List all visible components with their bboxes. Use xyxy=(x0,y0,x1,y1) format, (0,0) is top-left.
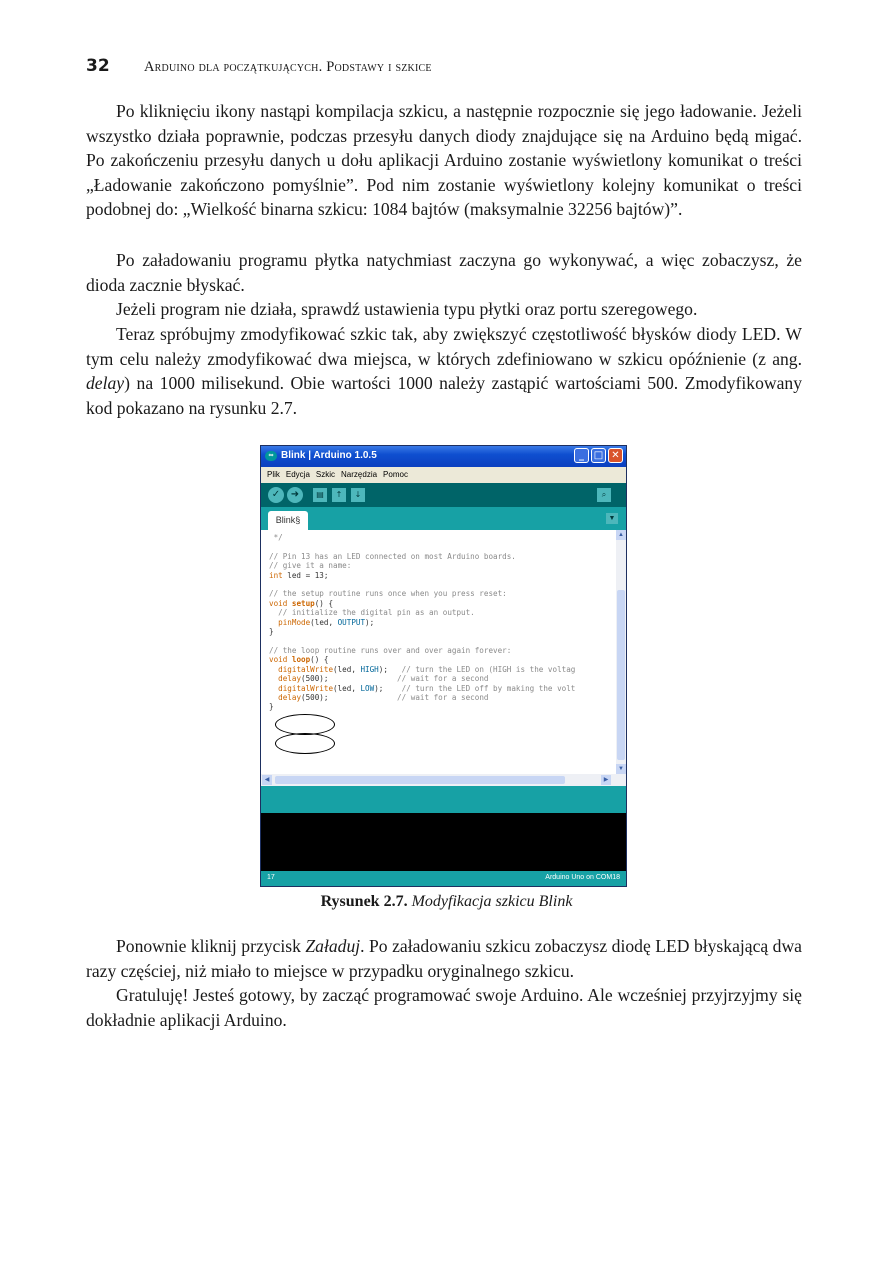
arduino-window xyxy=(260,445,627,887)
tab-blink[interactable]: Blink§ xyxy=(268,511,308,530)
scroll-left-icon[interactable]: ◀ xyxy=(262,775,272,785)
upload-icon[interactable]: ➜ xyxy=(287,487,303,503)
scroll-right-icon[interactable]: ▶ xyxy=(601,775,611,785)
maximize-button[interactable]: □ xyxy=(591,448,606,463)
figure-title: Modyfikacja szkicu Blink xyxy=(411,893,573,910)
serial-monitor-icon[interactable]: ⌕ xyxy=(597,488,611,502)
toolbar xyxy=(261,483,626,507)
board-port: Arduino Uno on COM18 xyxy=(545,874,620,881)
vertical-scrollbar[interactable] xyxy=(616,530,626,774)
delay-term: delay xyxy=(86,373,125,394)
line-number: 17 xyxy=(267,874,275,881)
status-bar xyxy=(261,871,626,886)
window-title: Blink | Arduino 1.0.5 xyxy=(281,450,377,461)
scroll-up-icon[interactable]: ▲ xyxy=(616,530,626,540)
upload-term: Załaduj xyxy=(305,936,361,956)
page-header xyxy=(86,56,432,76)
minimize-button[interactable]: _ xyxy=(574,448,589,463)
horizontal-scrollbar[interactable] xyxy=(261,774,626,786)
highlight-ring-delay-1 xyxy=(275,714,335,735)
menu-edycja[interactable]: Edycja xyxy=(285,470,310,479)
figure-label: Rysunek 2.7. xyxy=(320,893,408,910)
paragraph-6: Gratuluję! Jesteś gotowy, by zacząć programować swoje Arduino. Ale wcześniej przyjrzyjmy się dokładnie aplikacji Arduino. xyxy=(86,985,802,1030)
new-sketch-icon[interactable]: ▤ xyxy=(313,488,327,502)
running-title: Arduino dla początkujących. Podstawy i szkice xyxy=(144,59,432,75)
scroll-down-icon[interactable]: ▼ xyxy=(616,764,626,774)
horizontal-scroll-thumb[interactable] xyxy=(275,776,565,784)
figure-caption xyxy=(0,893,893,911)
open-sketch-icon[interactable]: ↑ xyxy=(332,488,346,502)
paragraph-2: Po załadowaniu programu płytka natychmiast zaczyna go wykonywać, a więc zobaczysz, że dioda zacznie błyskać. xyxy=(86,250,802,295)
arduino-logo-icon: ∞ xyxy=(265,451,277,461)
console-output xyxy=(261,813,626,871)
verify-icon[interactable]: ✓ xyxy=(268,487,284,503)
title-bar xyxy=(261,446,626,467)
highlight-ring-delay-2 xyxy=(275,733,335,754)
page-number: 32 xyxy=(86,56,110,76)
paragraph-4: Teraz spróbujmy zmodyfikować szkic tak, aby zwiększyć częstotliwość błysków diody LED. W tym celu należy zmodyfikować dwa miejsca, w których zdefiniowano w szkicu opóźnienie (z ang. delay) na 1000 milisekund. Obie wartości 1000 należy zastąpić wartościami 500. Zmodyfikowany kod pokazano na rysunku 2.7. xyxy=(86,324,802,418)
menu-pomoc[interactable]: Pomoc xyxy=(383,470,408,479)
paragraph-5: Ponownie kliknij przycisk Załaduj. Po załadowaniu szkicu zobaczysz diodę LED błyskającą dwa razy częściej, niż miało to miejsce w przypadku oryginalnego szkicu. xyxy=(86,936,802,981)
menu-narzedzia[interactable]: Narzędzia xyxy=(341,470,378,479)
menu-plik[interactable]: Plik xyxy=(267,470,280,479)
vertical-scroll-thumb[interactable] xyxy=(617,590,625,760)
paragraph-1: Po kliknięciu ikony nastąpi kompilacja szkicu, a następnie rozpocznie się jego ładowanie. Jeżeli wszystko działa poprawnie, podczas przesyłu danych diody znajdujące się na Arduino będą migać. Po zakończeniu przesyłu danych u dołu aplikacji Arduino zostanie wyświetlony komunikat o treści „Ładowanie zakończono pomyślnie”. Pod nim zostanie wyświetlony kolejny komunikat o treści podobnej do: „Wielkość binarna szkicu: 1084 bajtów (maksymalnie 32256 bajtów)”. xyxy=(86,101,802,220)
close-button[interactable]: ✕ xyxy=(608,448,623,463)
save-sketch-icon[interactable]: ↓ xyxy=(351,488,365,502)
menu-szkic[interactable]: Szkic xyxy=(315,470,336,479)
message-area xyxy=(261,786,626,813)
code-text[interactable]: */ // Pin 13 has an LED connected on most Arduino boards. // give it a name: int led = 13; // the setup routine runs once when you press reset: void setup() { // initialize the digital pin as an output. pinMode(led, OUTPUT); } // the loop routine runs over and over again forever: void loop() { digitalWrite(led, HIGH); // turn the LED on (HIGH is the voltag delay(500); // wait for a second digitalWrite(led, LOW); // turn the LED off by making the volt delay(500); // wait for a second } xyxy=(269,533,576,712)
tab-menu-icon[interactable]: ▼ xyxy=(606,513,618,524)
menu-bar xyxy=(261,467,626,483)
tab-bar xyxy=(261,507,626,530)
paragraph-3: Jeżeli program nie działa, sprawdź ustawienia typu płytki oraz portu szeregowego. xyxy=(116,299,698,319)
